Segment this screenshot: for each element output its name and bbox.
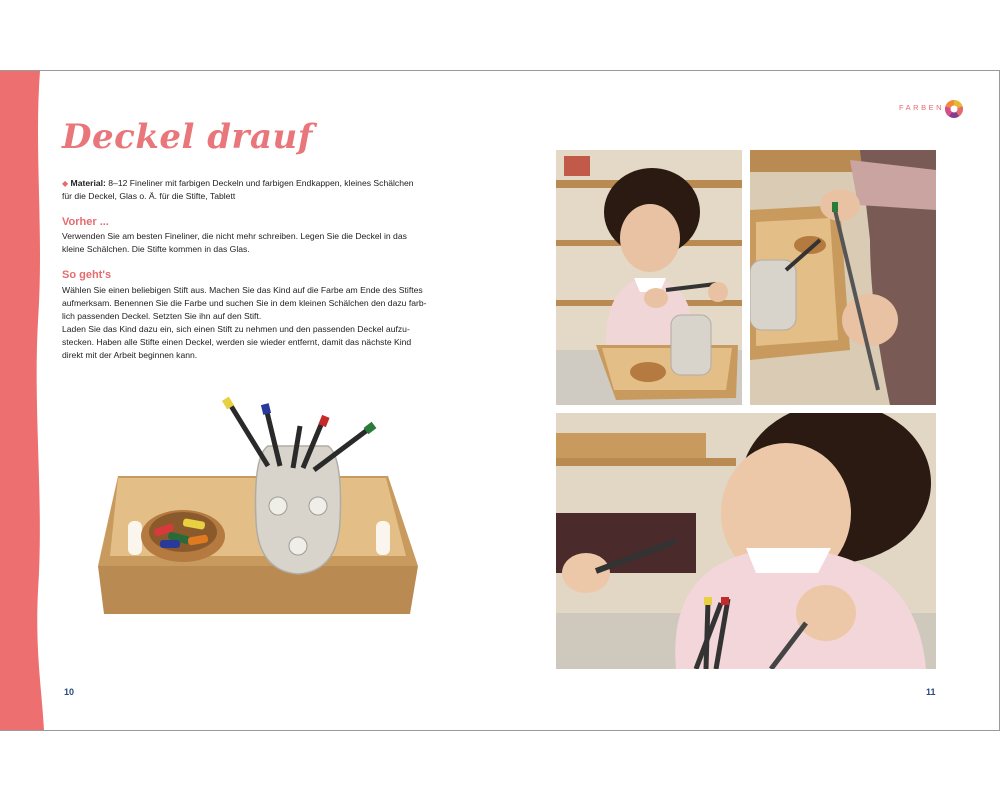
vorher-paragraph <box>62 230 444 256</box>
so-gehts-line-6: direkt mit der Arbeit beginnen kann. <box>62 350 198 360</box>
so-gehts-line-5: stecken. Haben alle Stifte einen Deckel, werden sie wieder entfernt, damit das nächste Kind <box>62 337 412 347</box>
vorher-heading: Vorher ... <box>62 216 109 228</box>
so-gehts-line-4: Laden Sie das Kind dazu ein, sich einen Stift zu nehmen und den passenden Deckel aufzu- <box>62 324 410 334</box>
left-page-number: 10 <box>64 687 75 697</box>
material-paragraph <box>62 177 444 203</box>
decorative-wave-border <box>0 71 48 730</box>
material-line-2: für die Deckel, Glas o. Ä. für die Stifte, Tablett <box>62 191 236 201</box>
child-with-tray-photo <box>556 150 742 405</box>
so-gehts-paragraph <box>62 284 444 362</box>
book-spread <box>0 70 1000 731</box>
so-gehts-heading: So geht's <box>62 269 112 281</box>
vorher-line-1: Verwenden Sie am besten Fineliner, die nicht mehr schreiben. Legen Sie die Deckel in das <box>62 231 407 241</box>
page-title: Deckel drauf <box>62 117 313 157</box>
vorher-line-2: kleine Schälchen. Die Stifte kommen in das Glas. <box>62 244 250 254</box>
material-line-1: 8–12 Fineliner mit farbigen Deckeln und farbigen Endkappen, kleines Schälchen <box>108 178 414 188</box>
hands-with-pen-photo <box>750 150 936 405</box>
so-gehts-line-3: lich passenden Deckel. Setzten Sie ihn auf den Stift. <box>62 311 262 321</box>
child-close-up-photo <box>556 413 936 669</box>
color-wheel-icon <box>945 100 963 118</box>
material-label: Material: <box>70 178 106 188</box>
right-page-number: 11 <box>926 687 936 697</box>
so-gehts-line-2: aufmerksam. Benennen Sie die Farbe und suchen Sie in dem kleinen Schälchen den dazu farb- <box>62 298 427 308</box>
tray-photo <box>88 396 428 621</box>
diamond-bullet-icon: ◆ <box>62 179 69 188</box>
so-gehts-line-1: Wählen Sie einen beliebigen Stift aus. Machen Sie das Kind auf die Farbe am Ende des Stiftes <box>62 285 423 295</box>
section-label: FARBEN <box>899 103 945 112</box>
